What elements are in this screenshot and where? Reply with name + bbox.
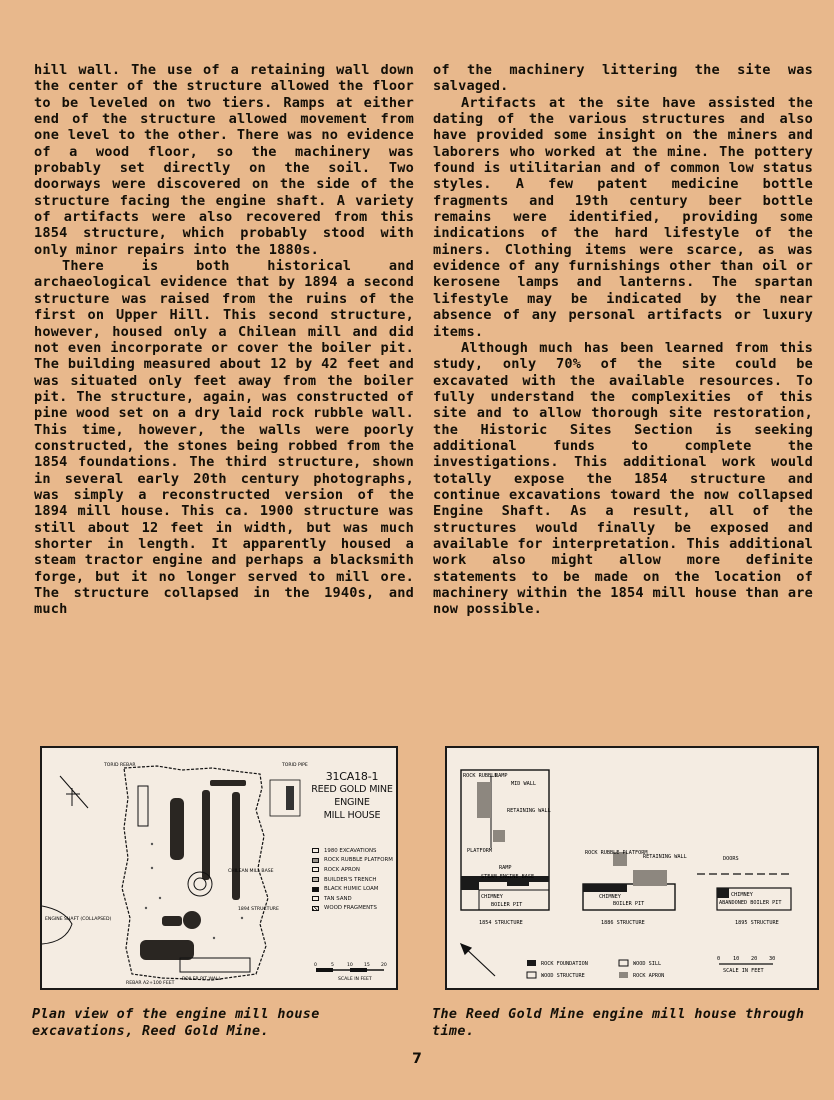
- svg-text:MID WALL: MID WALL: [511, 781, 536, 787]
- svg-text:RETAINING WALL: RETAINING WALL: [507, 808, 551, 814]
- svg-text:CHIMNEY: CHIMNEY: [599, 894, 621, 900]
- paragraph: hill wall. The use of a retaining wall down the center of the structure allowed the floor to be leveled on two tiers. Ramps at either end of the structure allowed movement from one level to the other. There was no evidence of a wood floor, so the machinery was probably set directly on the soil. Two doorways were discovered on the side of the structure facing the engine shaft. A variety of artifacts were also recovered from this 1854 structure, which probably stood with only minor repairs into the 1880s.: [34, 62, 414, 258]
- site-title: [304, 770, 398, 822]
- svg-text:0: 0: [717, 956, 721, 962]
- engine-shaft-label: ENGINE SHAFT (COLLAPSED): [45, 917, 112, 922]
- title-line: MILL HOUSE: [323, 810, 381, 821]
- svg-text:CHIMNEY: CHIMNEY: [731, 892, 753, 898]
- structure-label: 1886 STRUCTURE: [601, 920, 645, 926]
- north-arrow-icon: [461, 944, 495, 976]
- text-column-right: [433, 62, 813, 618]
- svg-text:ROCK RUBBLE PLATFORM: ROCK RUBBLE PLATFORM: [585, 850, 648, 856]
- caption-left: Plan view of the engine mill house excavations, Reed Gold Mine.: [32, 1007, 320, 1039]
- svg-text:ABANDONED BOILER PIT: ABANDONED BOILER PIT: [719, 900, 782, 906]
- legend-item: ROCK APRON: [312, 865, 393, 875]
- structure-label: 1854 STRUCTURE: [479, 920, 523, 926]
- legend: [527, 960, 664, 979]
- chilean-mill-label: CHILEAN MILL BASE: [228, 869, 274, 874]
- legend-item: BLACK HUMIC LOAM: [312, 884, 393, 894]
- svg-text:15: 15: [364, 963, 370, 968]
- text-column-left: [34, 62, 414, 618]
- svg-text:RETAINING WALL: RETAINING WALL: [643, 854, 687, 860]
- svg-text:CHIMNEY: CHIMNEY: [481, 894, 503, 900]
- paragraph: of the machinery littering the site was salvaged.: [433, 62, 813, 95]
- svg-text:10: 10: [347, 963, 353, 968]
- legend-item: TAN SAND: [312, 894, 393, 904]
- legend: [312, 846, 393, 913]
- svg-text:10: 10: [733, 956, 740, 962]
- paragraph: There is both historical and archaeological evidence that by 1894 a second structure was raised from the ruins of the first on Upper Hill. This second structure, however, housed only a Chilean mill and did not even incorporate or cover the boiler pit. The building measured about 12 by 42 feet and was situated only feet away from the boiler pit. The structure, again, was constructed of pine wood set on a dry laid rock rubble wall. This time, however, the walls were poorly constructed, the stones being robbed from the 1854 foundations. The third structure, shown in several early 20th century photographs, was simply a reconstructed version of the 1894 mill house. This ca. 1900 structure was still about 12 feet in width, but was much shorter in length. It apparently housed a steam tractor engine and perhaps a blacksmith forge, but it no longer served to mill ore. The structure collapsed in the 1940s, and much: [34, 258, 414, 618]
- north-arrow-icon: [60, 776, 88, 808]
- scale-bar: [717, 956, 775, 974]
- legend-item: BUILDER'S TRENCH: [312, 875, 393, 885]
- structure-1895: [697, 856, 791, 926]
- title-line: ENGINE: [334, 797, 370, 808]
- boiler-pit-wall-label: BOILER PIT WALL: [182, 977, 222, 982]
- structure-label: 1895 STRUCTURE: [735, 920, 779, 926]
- svg-text:ROCK APRON: ROCK APRON: [633, 973, 665, 979]
- svg-text:20: 20: [751, 956, 758, 962]
- scale-bar: [314, 962, 387, 982]
- svg-text:BOILER PIT: BOILER PIT: [491, 902, 523, 908]
- torid-rebar-label: TORID REBAR: [104, 763, 136, 768]
- site-id: 31CA18-1: [325, 770, 379, 783]
- svg-text:RAMP: RAMP: [495, 773, 508, 779]
- page-number: 7: [412, 1051, 422, 1067]
- legend-item: 1980 EXCAVATIONS: [312, 846, 393, 856]
- svg-text:20: 20: [381, 963, 387, 968]
- svg-text:RAMP: RAMP: [499, 865, 512, 871]
- svg-text:5: 5: [331, 963, 334, 968]
- structure-1894-label: 1894 STRUCTURE: [238, 907, 279, 912]
- caption-right: The Reed Gold Mine engine mill house through time.: [432, 1007, 805, 1039]
- legend-item: ROCK RUBBLE PLATFORM: [312, 856, 393, 866]
- svg-text:WOOD SILL: WOOD SILL: [633, 961, 662, 967]
- structures-drawing: [447, 748, 819, 990]
- svg-text:PLATFORM: PLATFORM: [467, 848, 492, 854]
- structures-through-time-figure: [445, 746, 819, 990]
- svg-text:0: 0: [314, 963, 317, 968]
- svg-text:DOORS: DOORS: [723, 856, 739, 862]
- title-line: REED GOLD MINE: [311, 784, 393, 795]
- legend-item: WOOD FRAGMENTS: [312, 904, 393, 914]
- structure-1886: [583, 850, 687, 926]
- scale-label: SCALE IN FEET: [338, 977, 372, 982]
- svg-text:ROCK FOUNDATION: ROCK FOUNDATION: [541, 961, 588, 967]
- svg-text:WOOD STRUCTURE: WOOD STRUCTURE: [541, 973, 585, 979]
- scale-label: SCALE IN FEET: [723, 968, 764, 974]
- rebar-label: REBAR A2+100 FEET: [126, 981, 175, 986]
- svg-text:STEAM ENGINE BASE: STEAM ENGINE BASE: [481, 874, 535, 880]
- svg-text:BOILER PIT: BOILER PIT: [613, 901, 645, 907]
- paragraph: Artifacts at the site have assisted the dating of the various structures and also have provided some insight on the miners and laborers who worked at the mine. The pottery found is utilitarian and of common low status styles. A few patent medicine bottle fragments and 19th century beer bottle remains were identified, providing some indications of the hard lifestyle of the miners. Clothing items were scarce, as was evidence of any furnishings other than oil or kerosene lamps and lanterns. The spartan lifestyle may be indicated by the near absence of any personal artifacts or luxury items.: [433, 94, 813, 340]
- plan-view-figure: [40, 746, 398, 990]
- torid-pipe-label: TORID PIPE: [282, 763, 308, 768]
- paragraph: Although much has been learned from this study, only 70% of the site could be excavated with the available resources. To fully understand the complexities of this site and to allow thorough site restoration, the Historic Sites Section is seeking additional funds to complete the investigations. This additional work would totally expose the 1854 structure and continue excavations toward the now collapsed Engine Shaft. As a result, all of the structures would finally be exposed and available for interpretation. This additional work also might allow more definite statements to be made on the location of machinery within the 1854 mill house than are now possible.: [433, 339, 813, 618]
- svg-text:ROCK RUBBLE: ROCK RUBBLE: [463, 773, 498, 779]
- svg-text:30: 30: [769, 956, 776, 962]
- structure-1854: [461, 770, 551, 926]
